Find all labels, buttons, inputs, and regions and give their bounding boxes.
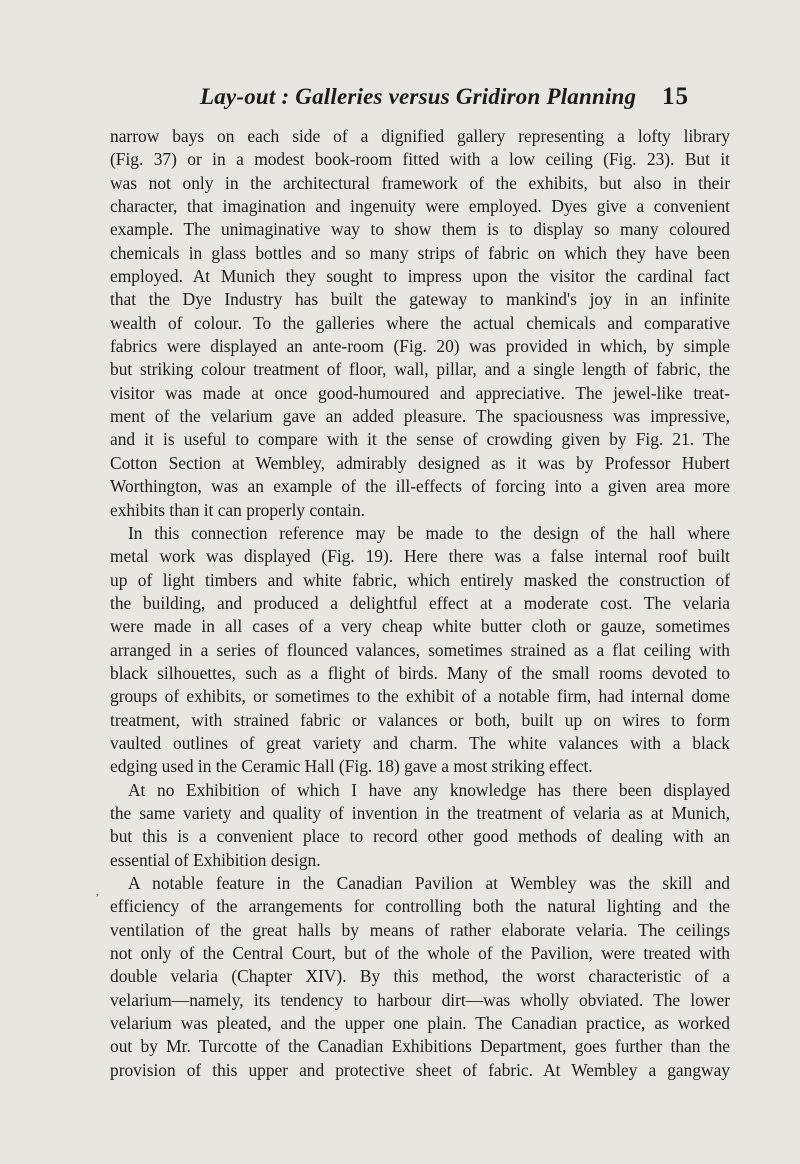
text-line: metal work was displayed (Fig. 19). Here there was a false internal roof built <box>110 546 730 567</box>
text-line: were made in all cases of a very cheap white butter cloth or gauze, sometimes <box>110 616 730 637</box>
text-line: but this is a convenient place to record other good methods of dealing with an <box>110 826 730 847</box>
text-line: black silhouettes, such as a flight of birds. Many of the small rooms devoted to <box>110 662 730 683</box>
running-title: Lay-out : Galleries versus Gridiron Planning <box>200 84 637 109</box>
text-line: edging used in the Ceramic Hall (Fig. 18) gave a most striking effect. <box>110 756 593 777</box>
text-line: ment of the velarium gave an added pleasure. The spaciousness was impressive, <box>110 406 730 427</box>
text-line: exhibits than it can properly contain. <box>110 499 365 520</box>
text-line: example. The unimaginative way to show them is to display so many coloured <box>110 219 730 240</box>
text-line: (Fig. 37) or in a modest book-room fitted with a low ceiling (Fig. 23). But it <box>110 149 730 170</box>
text-line: out by Mr. Turcotte of the Canadian Exhibitions Department, goes further than the <box>110 1036 730 1057</box>
text-line: that the Dye Industry has built the gateway to mankind's joy in an infinite <box>110 289 730 310</box>
text-line: was not only in the architectural framework of the exhibits, but also in their <box>110 172 730 193</box>
text-line: A notable feature in the Canadian Pavilion at Wembley was the skill and <box>128 873 730 893</box>
text-line: At no Exhibition of which I have any knowledge has there been displayed <box>128 779 730 800</box>
text-line: employed. At Munich they sought to impress upon the visitor the cardinal fact <box>110 266 730 287</box>
text-line: fabrics were displayed an ante-room (Fig. 20) was provided in which, by simple <box>110 336 730 357</box>
text-line: and it is useful to compare with it the sense of crowding given by Fig. 21. The <box>110 429 730 450</box>
text-line: visitor was made at once good-humoured and appreciative. The jewel-like treat- <box>110 382 730 403</box>
text-line: In this connection reference may be made to the design of the hall where <box>128 522 730 543</box>
body-text <box>110 125 730 1082</box>
text-line: essential of Exhibition design. <box>110 849 321 870</box>
text-line: groups of exhibits, or sometimes to the exhibit of a notable firm, had internal dome <box>110 686 730 707</box>
text-line: double velaria (Chapter XIV). By this method, the worst characteristic of a <box>110 966 730 987</box>
text-line: wealth of colour. To the galleries where the actual chemicals and comparative <box>110 312 730 333</box>
text-line: ventilation of the great halls by means of rather elaborate velaria. The ceilings <box>110 919 730 940</box>
text-line: velarium was pleated, and the upper one plain. The Canadian practice, as worked <box>110 1013 730 1034</box>
text-line: but striking colour treatment of floor, wall, pillar, and a single length of fabric, the <box>110 359 730 380</box>
text-line: treatment, with strained fabric or valances or both, built up on wires to form <box>110 709 730 730</box>
text-line: chemicals in glass bottles and so many strips of fabric on which they have been <box>110 242 730 263</box>
text-line: the building, and produced a delightful effect at a moderate cost. The velaria <box>110 592 730 613</box>
text-line: not only of the Central Court, but of the whole of the Pavilion, were treated with <box>110 943 730 964</box>
text-line: up of light timbers and white fabric, which entirely masked the construction of <box>110 569 730 590</box>
text-line: vaulted outlines of great variety and charm. The white valances with a black <box>110 732 730 753</box>
text-line: narrow bays on each side of a dignified gallery representing a lofty library <box>110 126 730 146</box>
margin-mark: , <box>96 884 99 898</box>
text-line: provision of this upper and protective sheet of fabric. At Wembley a gangway <box>110 1059 730 1080</box>
page-number: 15 <box>662 83 689 110</box>
text-line: Cotton Section at Wembley, admirably designed as it was by Professor Hubert <box>110 452 730 473</box>
running-head <box>140 83 689 116</box>
text-line: velarium—namely, its tendency to harbour dirt—was wholly obviated. The lower <box>110 989 730 1010</box>
text-line: character, that imagination and ingenuity were employed. Dyes give a convenient <box>110 196 730 217</box>
text-line: the same variety and quality of invention in the treatment of velaria as at Munich, <box>110 802 730 823</box>
text-line: Worthington, was an example of the ill-effects of forcing into a given area more <box>110 476 730 497</box>
text-line: efficiency of the arrangements for controlling both the natural lighting and the <box>110 896 730 917</box>
text-line: arranged in a series of flounced valances, sometimes strained as a flat ceiling with <box>110 639 730 660</box>
